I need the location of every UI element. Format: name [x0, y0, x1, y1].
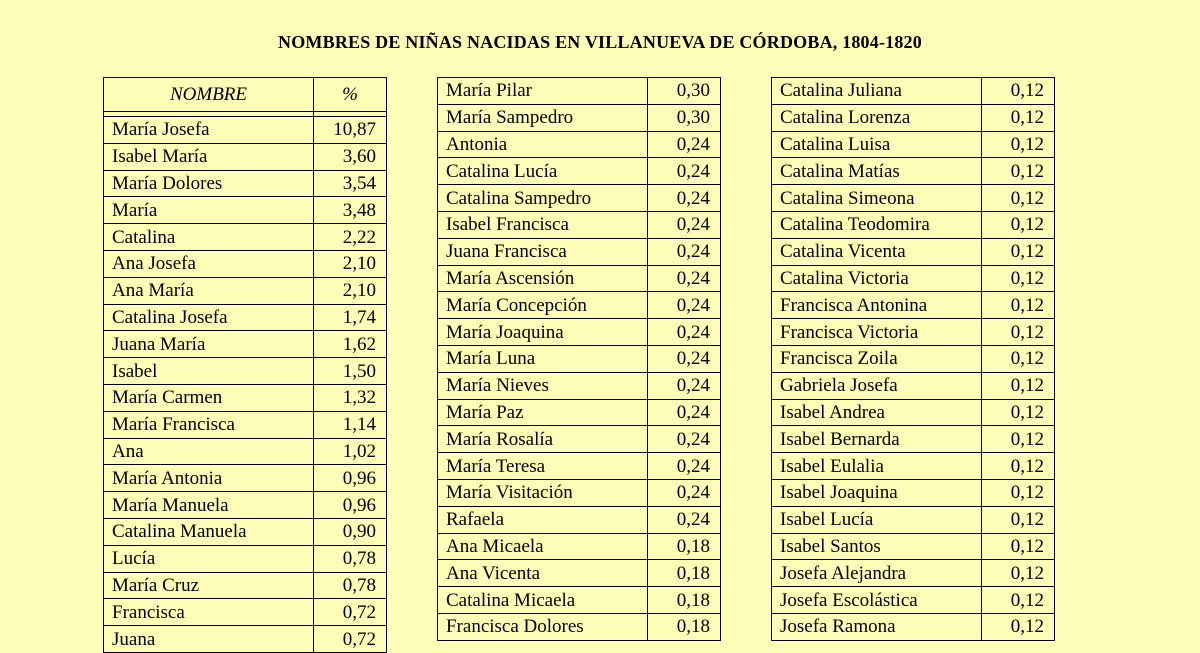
name-cell: María Dolores [104, 170, 314, 197]
percent-cell: 0,72 [314, 599, 387, 626]
name-cell: María Sampedro [438, 104, 648, 131]
table-row [772, 319, 1055, 346]
percent-cell: 0,12 [982, 265, 1055, 292]
table-row [104, 170, 387, 197]
table-row [438, 426, 721, 453]
percent-cell: 0,24 [648, 265, 721, 292]
name-cell: Isabel María [104, 143, 314, 170]
name-cell: Francisca [104, 599, 314, 626]
percent-cell: 0,96 [314, 492, 387, 519]
name-cell: Isabel Joaquina [772, 479, 982, 506]
percent-cell: 0,12 [982, 185, 1055, 212]
percent-cell: 0,12 [982, 587, 1055, 614]
name-cell: Isabel Lucía [772, 506, 982, 533]
name-cell: María Luna [438, 345, 648, 372]
percent-cell: 1,02 [314, 438, 387, 465]
percent-cell: 0,12 [982, 426, 1055, 453]
percent-cell: 0,12 [982, 158, 1055, 185]
name-cell: Ana Micaela [438, 533, 648, 560]
name-cell: Juana Francisca [438, 238, 648, 265]
percent-cell: 0,24 [648, 238, 721, 265]
table-row [438, 613, 721, 640]
percent-cell: 0,12 [982, 506, 1055, 533]
table-row [104, 465, 387, 492]
table-row [438, 533, 721, 560]
table-row [104, 599, 387, 626]
name-cell: Catalina Luisa [772, 131, 982, 158]
percent-cell: 0,24 [648, 506, 721, 533]
name-cell: Juana [104, 626, 314, 653]
table-row [772, 104, 1055, 131]
table-row [104, 224, 387, 251]
table-row [438, 158, 721, 185]
percent-cell: 0,12 [982, 479, 1055, 506]
name-cell: Catalina Lorenza [772, 104, 982, 131]
name-cell: María Rosalía [438, 426, 648, 453]
table-row [772, 211, 1055, 238]
percent-cell: 0,30 [648, 104, 721, 131]
table-row [104, 304, 387, 331]
percent-cell: 0,78 [314, 572, 387, 599]
percent-cell: 0,30 [648, 78, 721, 105]
percent-cell: 0,12 [982, 399, 1055, 426]
table-row [438, 211, 721, 238]
percent-cell: 1,32 [314, 384, 387, 411]
name-cell: Antonia [438, 131, 648, 158]
table-row [438, 104, 721, 131]
name-cell: María Carmen [104, 384, 314, 411]
percent-cell: 0,24 [648, 185, 721, 212]
percent-cell: 0,12 [982, 292, 1055, 319]
names-table-1 [103, 77, 387, 653]
percent-cell: 1,62 [314, 331, 387, 358]
table-row [772, 560, 1055, 587]
percent-cell: 0,18 [648, 613, 721, 640]
name-cell: Isabel Andrea [772, 399, 982, 426]
percent-cell: 3,60 [314, 143, 387, 170]
name-cell: María Nieves [438, 372, 648, 399]
table-row [438, 78, 721, 105]
percent-cell: 1,74 [314, 304, 387, 331]
name-cell: María Concepción [438, 292, 648, 319]
table-row [104, 518, 387, 545]
percent-cell: 0,24 [648, 372, 721, 399]
table-row [104, 250, 387, 277]
table-row [772, 479, 1055, 506]
name-cell: Isabel Eulalia [772, 453, 982, 480]
percent-cell: 0,72 [314, 626, 387, 653]
percent-cell: 0,12 [982, 319, 1055, 346]
percent-cell: 0,24 [648, 399, 721, 426]
name-cell: Josefa Ramona [772, 613, 982, 640]
percent-cell: 0,12 [982, 238, 1055, 265]
table-row [772, 185, 1055, 212]
percent-cell: 0,24 [648, 479, 721, 506]
name-cell: Catalina Lucía [438, 158, 648, 185]
name-cell: Ana Vicenta [438, 560, 648, 587]
name-cell: María Cruz [104, 572, 314, 599]
percent-cell: 2,10 [314, 277, 387, 304]
table-row [104, 331, 387, 358]
table-row [772, 506, 1055, 533]
name-cell: Francisca Dolores [438, 613, 648, 640]
name-cell: Catalina Teodomira [772, 211, 982, 238]
percent-cell: 0,18 [648, 560, 721, 587]
name-cell: María Paz [438, 399, 648, 426]
table-row [772, 158, 1055, 185]
name-cell: Ana María [104, 277, 314, 304]
name-cell: Catalina Matías [772, 158, 982, 185]
percent-cell: 2,22 [314, 224, 387, 251]
name-cell: Ana Josefa [104, 250, 314, 277]
table-row [772, 238, 1055, 265]
percent-cell: 10,87 [314, 117, 387, 144]
percent-cell: 0,12 [982, 453, 1055, 480]
name-cell: María [104, 197, 314, 224]
percent-cell: 0,24 [648, 158, 721, 185]
table-row [772, 292, 1055, 319]
table-row [772, 345, 1055, 372]
table-row [772, 78, 1055, 105]
name-cell: Isabel Bernarda [772, 426, 982, 453]
name-cell: María Ascensión [438, 265, 648, 292]
percent-cell: 0,90 [314, 518, 387, 545]
table-row [104, 545, 387, 572]
table-row [438, 506, 721, 533]
table-row [772, 613, 1055, 640]
table-row [772, 265, 1055, 292]
table-row [438, 345, 721, 372]
name-cell: Ana [104, 438, 314, 465]
name-cell: Catalina Vicenta [772, 238, 982, 265]
percent-cell: 0,12 [982, 104, 1055, 131]
name-cell: María Teresa [438, 453, 648, 480]
percent-cell: 0,24 [648, 426, 721, 453]
table-row [438, 453, 721, 480]
name-cell: Isabel [104, 358, 314, 385]
percent-cell: 0,24 [648, 345, 721, 372]
table-row [104, 572, 387, 599]
name-cell: María Joaquina [438, 319, 648, 346]
table-row [772, 426, 1055, 453]
table-row [772, 399, 1055, 426]
name-cell: María Visitación [438, 479, 648, 506]
name-cell: María Pilar [438, 78, 648, 105]
table-row [104, 492, 387, 519]
name-cell: Gabriela Josefa [772, 372, 982, 399]
table-row [104, 197, 387, 224]
table-row [104, 277, 387, 304]
names-table-3 [771, 77, 1055, 641]
table-row [438, 131, 721, 158]
name-cell: Francisca Antonina [772, 292, 982, 319]
table-row [104, 438, 387, 465]
table-row [438, 265, 721, 292]
percent-cell: 0,12 [982, 372, 1055, 399]
table-row [438, 587, 721, 614]
percent-cell: 0,24 [648, 292, 721, 319]
table-row [772, 372, 1055, 399]
percent-cell: 0,12 [982, 560, 1055, 587]
percent-cell: 2,10 [314, 250, 387, 277]
percent-cell: 0,12 [982, 211, 1055, 238]
table-header-row [104, 78, 387, 112]
percent-cell: 3,54 [314, 170, 387, 197]
percent-cell: 3,48 [314, 197, 387, 224]
name-cell: María Manuela [104, 492, 314, 519]
table-row [438, 292, 721, 319]
percent-cell: 0,12 [982, 345, 1055, 372]
table-row [104, 143, 387, 170]
table-row [104, 384, 387, 411]
percent-cell: 0,24 [648, 319, 721, 346]
name-cell: Rafaela [438, 506, 648, 533]
percent-cell: 0,24 [648, 211, 721, 238]
percent-cell: 0,12 [982, 131, 1055, 158]
name-cell: María Francisca [104, 411, 314, 438]
table-row [438, 238, 721, 265]
names-table-2 [437, 77, 721, 641]
name-cell: Catalina Sampedro [438, 185, 648, 212]
percent-cell: 1,50 [314, 358, 387, 385]
name-cell: Josefa Alejandra [772, 560, 982, 587]
header-percent: % [314, 78, 387, 112]
percent-cell: 1,14 [314, 411, 387, 438]
percent-cell: 0,24 [648, 453, 721, 480]
percent-cell: 0,78 [314, 545, 387, 572]
name-cell: Catalina Micaela [438, 587, 648, 614]
table-row [438, 319, 721, 346]
table-row [772, 587, 1055, 614]
name-cell: Catalina Josefa [104, 304, 314, 331]
name-cell: Catalina Juliana [772, 78, 982, 105]
percent-cell: 0,12 [982, 78, 1055, 105]
name-cell: Isabel Francisca [438, 211, 648, 238]
table-row [438, 560, 721, 587]
table-row [438, 399, 721, 426]
table-row [438, 185, 721, 212]
name-cell: Catalina [104, 224, 314, 251]
table-row [772, 453, 1055, 480]
percent-cell: 0,12 [982, 533, 1055, 560]
name-cell: Catalina Simeona [772, 185, 982, 212]
percent-cell: 0,18 [648, 533, 721, 560]
percent-cell: 0,96 [314, 465, 387, 492]
name-cell: Lucía [104, 545, 314, 572]
name-cell: Josefa Escolástica [772, 587, 982, 614]
table-row [438, 372, 721, 399]
header-name: NOMBRE [104, 78, 314, 112]
name-cell: Francisca Victoria [772, 319, 982, 346]
table-row [104, 411, 387, 438]
name-cell: Catalina Victoria [772, 265, 982, 292]
name-cell: Catalina Manuela [104, 518, 314, 545]
name-cell: María Josefa [104, 117, 314, 144]
name-cell: Juana María [104, 331, 314, 358]
percent-cell: 0,24 [648, 131, 721, 158]
table-row [772, 131, 1055, 158]
name-cell: Isabel Santos [772, 533, 982, 560]
percent-cell: 0,12 [982, 613, 1055, 640]
table-row [104, 358, 387, 385]
table-row [104, 117, 387, 144]
table-row [438, 479, 721, 506]
table-row [772, 533, 1055, 560]
page-title: NOMBRES DE NIÑAS NACIDAS EN VILLANUEVA DE CÓRDOBA, 1804-1820 [278, 32, 922, 52]
name-cell: Francisca Zoila [772, 345, 982, 372]
percent-cell: 0,18 [648, 587, 721, 614]
name-cell: María Antonia [104, 465, 314, 492]
